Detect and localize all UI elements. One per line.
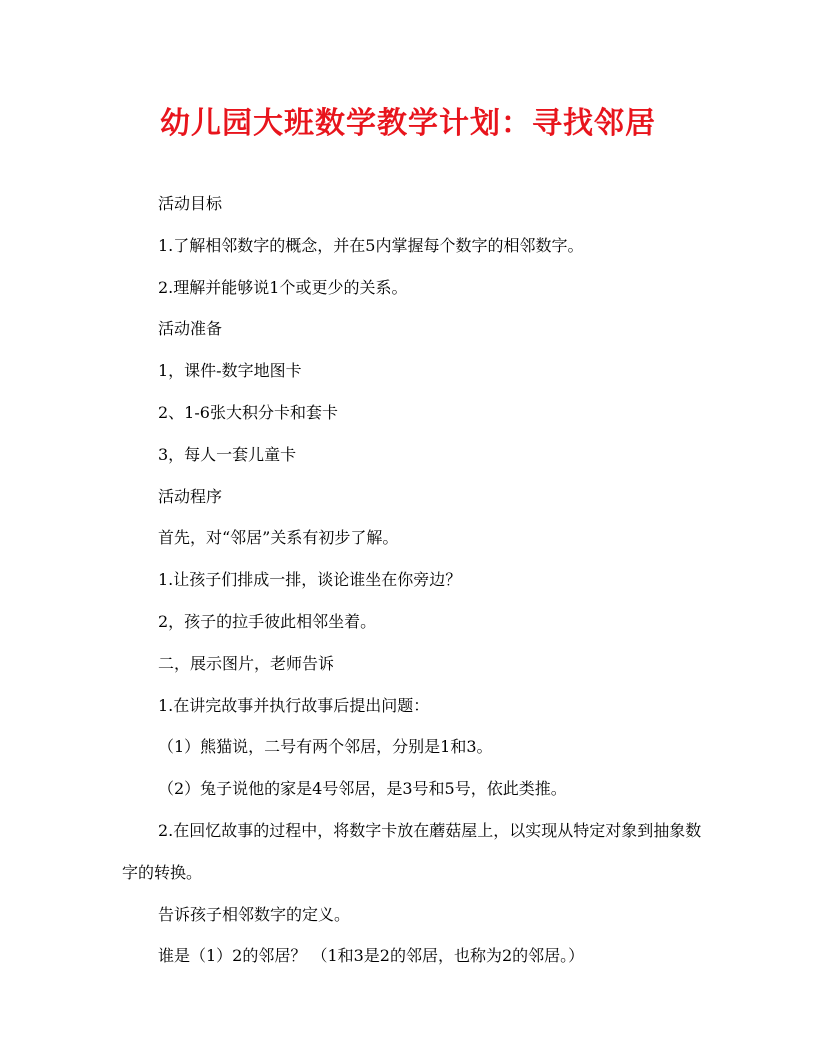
objective-item-1: 1.了解相邻数字的概念，并在5内掌握每个数字的相邻数字。 <box>158 235 584 255</box>
preparation-item-3: 3，每人一套儿童卡 <box>158 444 297 464</box>
objective-item-2: 2.理解并能够说1个或更少的关系。 <box>158 277 408 297</box>
preparation-item-2: 2、1-6张大积分卡和套卡 <box>158 402 338 422</box>
procedure-subitem-rabbit: （2）兔子说他的家是4号邻居，是3号和5号，依此类推。 <box>158 779 567 799</box>
procedure-definition: 告诉孩子相邻数字的定义。 <box>158 904 351 924</box>
procedure-question: 谁是（1）2的邻居？ （1和3是2的邻居，也称为2的邻居。） <box>158 946 585 966</box>
preparation-item-1: 1，课件-数字地图卡 <box>158 361 302 381</box>
document-title: 幼儿园大班数学教学计划：寻找邻居 <box>160 106 656 141</box>
procedure-item-1: 1.让孩子们排成一排，谈论谁坐在你旁边？ <box>158 570 462 590</box>
section-heading-objectives: 活动目标 <box>158 194 223 213</box>
procedure-step-second: 二，展示图片，老师告诉 <box>158 653 335 673</box>
procedure-item-recall: 2.在回忆故事的过程中，将数字卡放在蘑菇屋上，以实现从特定对象到抽象数字的转换。 <box>122 820 702 882</box>
procedure-step-first: 首先，对“邻居”关系有初步了解。 <box>158 528 399 548</box>
procedure-item-2: 2，孩子的拉手彼此相邻坐着。 <box>158 611 377 631</box>
section-heading-procedure: 活动程序 <box>158 486 223 506</box>
section-heading-preparation: 活动准备 <box>158 319 223 339</box>
procedure-subitem-panda: （1）熊猫说，二号有两个邻居，分别是1和3。 <box>158 737 493 757</box>
procedure-item-story: 1.在讲完故事并执行故事后提出问题： <box>158 695 430 715</box>
document-body <box>122 183 702 977</box>
